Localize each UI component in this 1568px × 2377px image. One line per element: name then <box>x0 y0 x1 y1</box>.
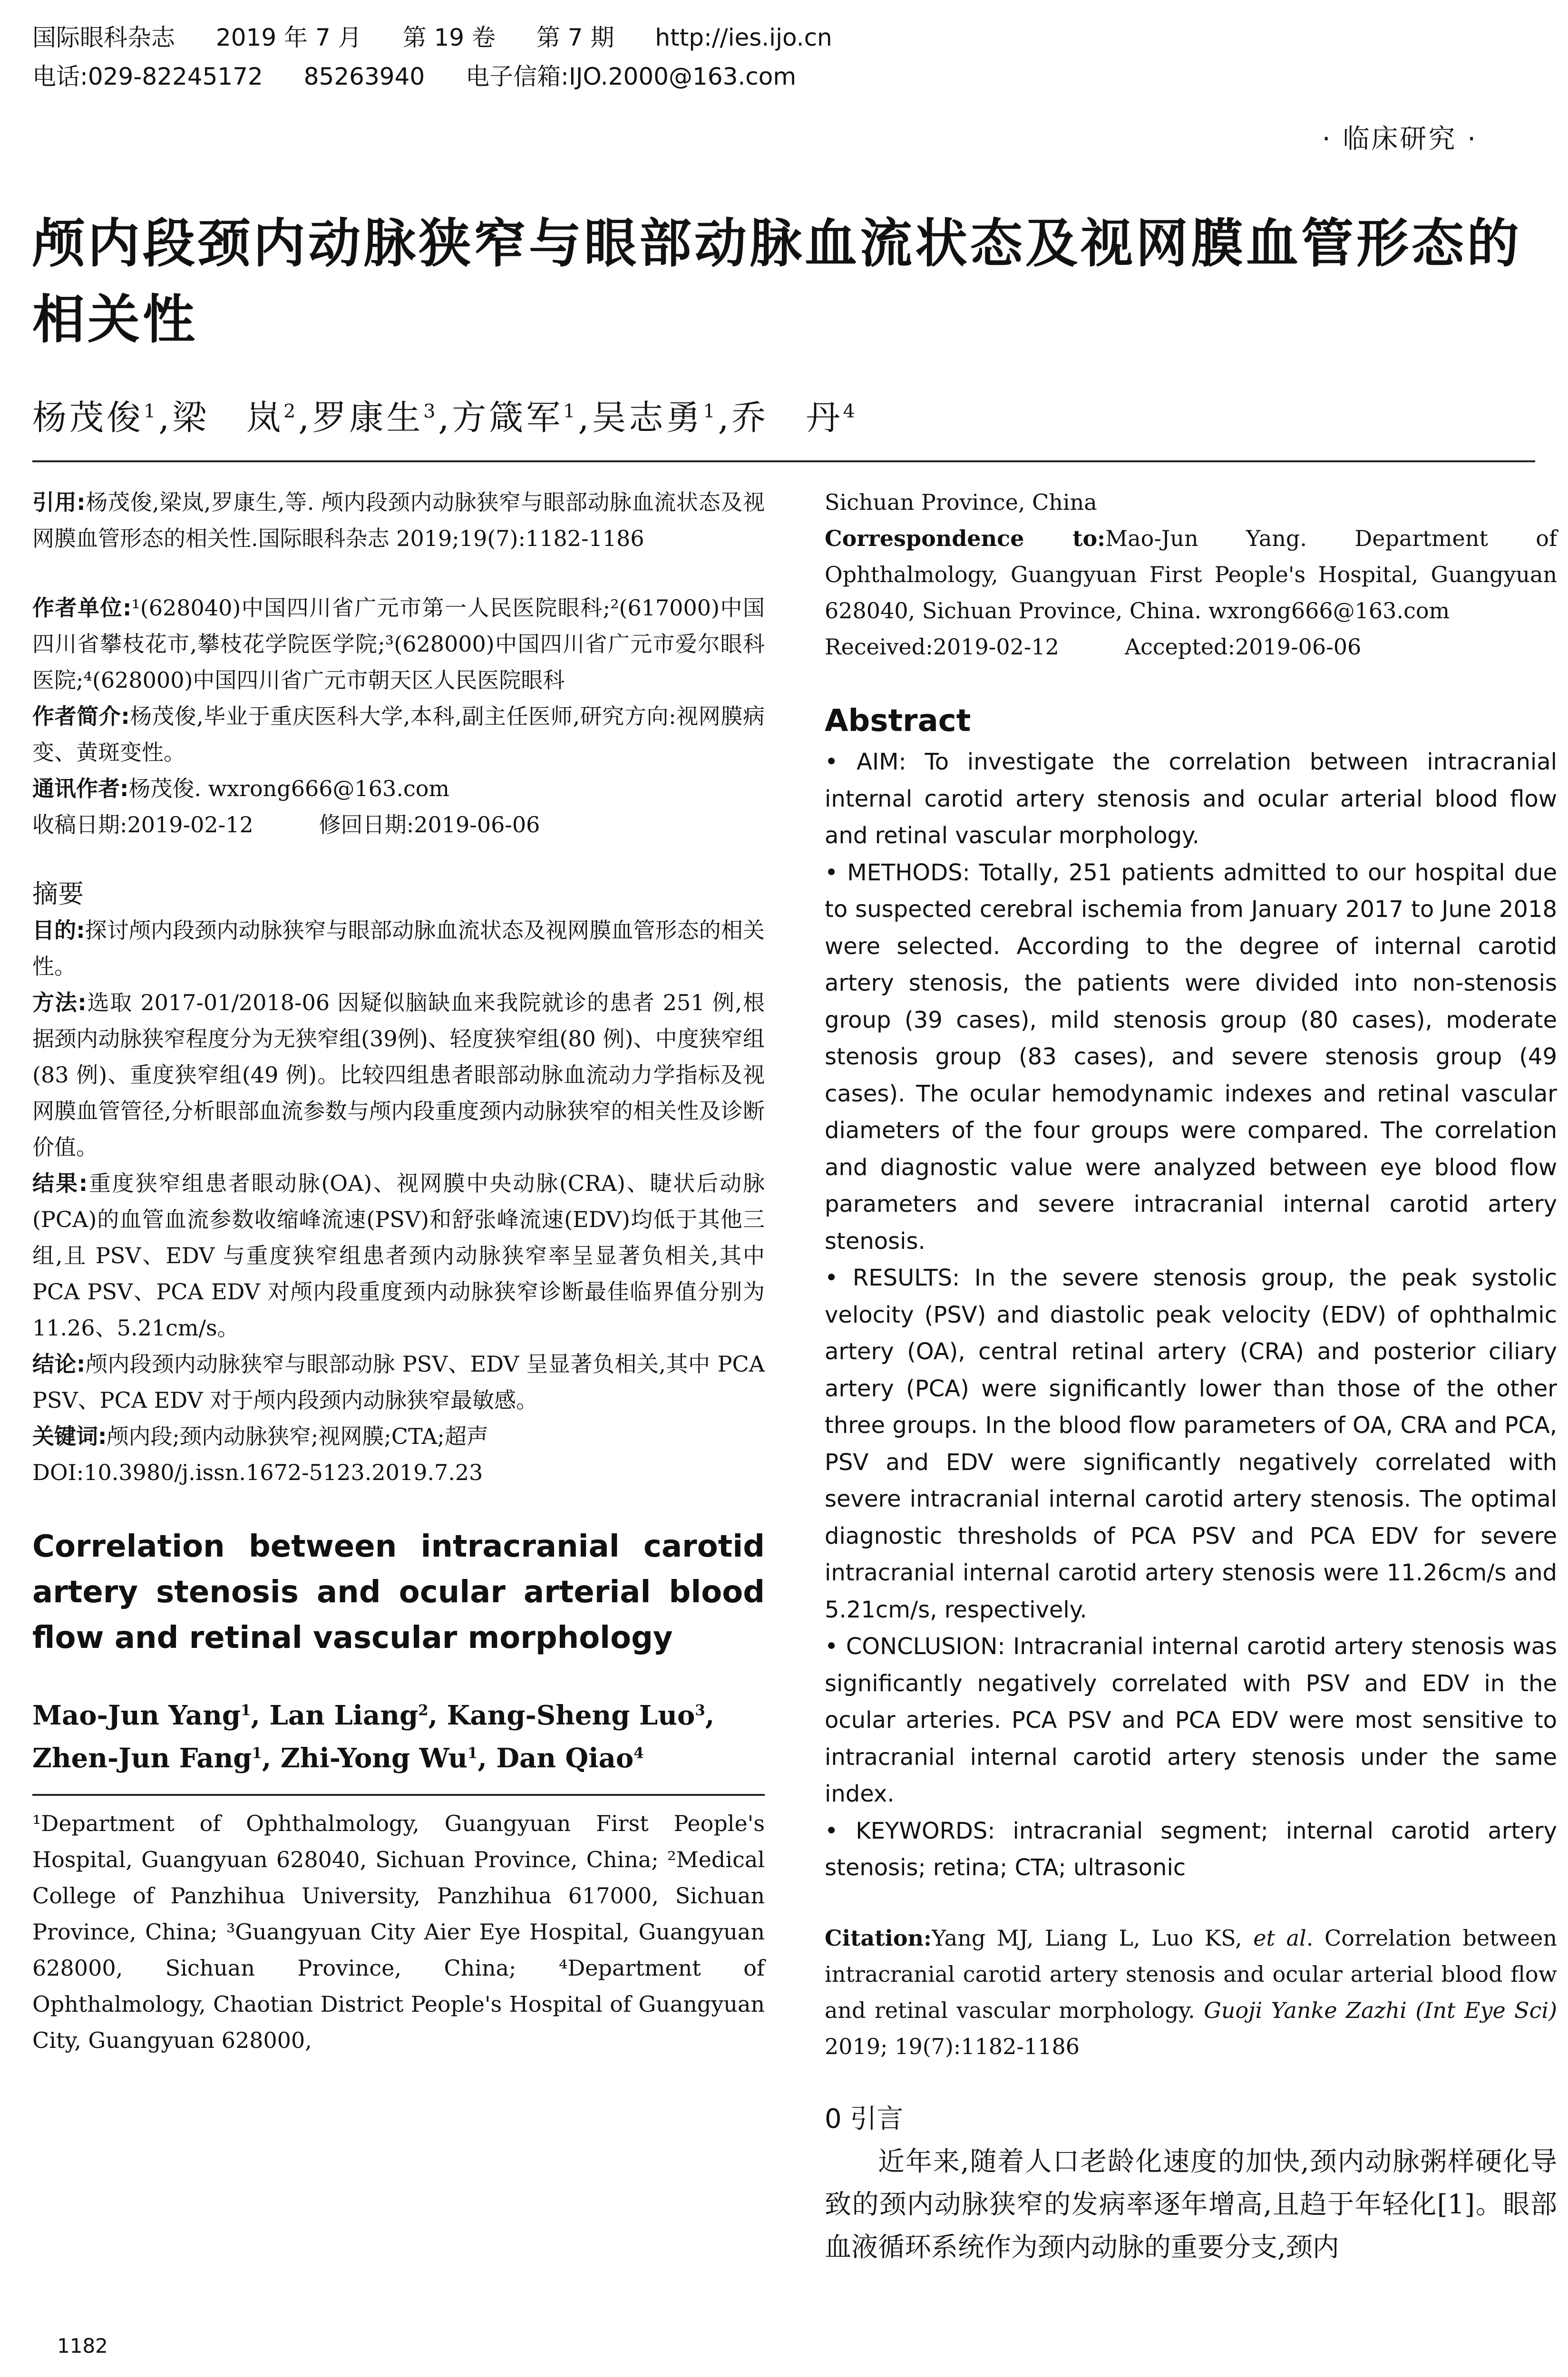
author-name-en: Lan Liang <box>269 1700 419 1731</box>
issue-date: 2019 年 7 月 <box>215 24 362 51</box>
bio-label: 作者简介: <box>32 703 130 729</box>
correspondence-label: Correspondence to: <box>825 526 1106 551</box>
corr-label: 通讯作者: <box>32 776 129 801</box>
left-column <box>32 484 765 2058</box>
author-affil-sup: 3 <box>423 400 438 422</box>
abstract-keywords-en: • KEYWORDS: intracranial segment; internal carotid artery stenosis; retina; CTA; ultrasonic <box>825 1817 1557 1881</box>
kw-text: 颅内段;颈内动脉狭窄;视网膜;CTA;超声 <box>107 1423 488 1449</box>
author-affil-sup: 1 <box>252 1744 262 1762</box>
author-name-en: Kang-Sheng Luo <box>447 1700 695 1731</box>
author-name: 乔 丹 <box>731 398 843 438</box>
citation-text: 杨茂俊,梁岚,罗康生,等. 颅内段颈内动脉狭窄与眼部动脉血流状态及视网膜血管形态的相关性.国际眼科杂志 2019;19(7):1182-1186 <box>32 489 765 551</box>
journal-name: 国际眼科杂志 <box>32 24 175 51</box>
affiliations-cn <box>32 590 765 698</box>
abstract-aim-en: • AIM: To investigate the correlation between intracranial internal carotid artery stenosis and ocular arterial blood flow and retinal vascular morphology. <box>825 749 1557 849</box>
citation-label: 引用: <box>32 489 86 515</box>
phone-2: 85263940 <box>303 63 425 90</box>
citation-en-text-a: Yang MJ, Liang L, Luo KS, <box>931 1925 1254 1951</box>
citation-cn <box>32 484 765 556</box>
authors-cn: 杨茂俊$^1$,梁 岚$^2$,罗康生$^3$,方箴军$^1$,吴志勇$^1$,乔 丹$^4$ <box>32 398 858 438</box>
abstract-method-cn <box>32 984 765 1165</box>
method-text: 选取 2017-01/2018-06 因疑似脑缺血来我院就诊的患者 251 例,根据颈内动脉狭窄程度分为无狭窄组(39例)、轻度狭窄组(80 例)、中度狭窄组(83 例)、重度狭窄组(49 例)。比较四组患者眼部动脉血流动力学指标及视网膜血管管径,分析眼部血流参数与颅内段重度颈内动脉狭窄的相关性及诊断价值。 <box>32 990 765 1160</box>
abstract-results-en: • RESULTS: In the severe stenosis group, the peak systolic velocity (PSV) and diastolic peak velocity (EDV) of ophthalmic artery (OA), central retinal artery (CRA) and posterior ciliary artery (PCA) were significantly lower than those of the other three groups. In the blood flow parameters of OA, CRA and PCA, PSV and EDV were significantly negatively correlated with severe intracranial internal carotid artery stenosis. The optimal diagnostic thresholds of PCA PSV and PCA EDV for severe intracranial internal carotid artery stenosis were 11.26cm/s and 5.21cm/s, respectively. <box>825 1265 1557 1623</box>
correspondence-text: Mao-Jun Yang. Department of Ophthalmology, Guangyuan First People's Hospital, Guangyuan 628040, Sichuan Province, China. wxrong666@163.com <box>825 526 1558 623</box>
author-affil-sup: 1 <box>563 400 578 422</box>
dates-en <box>825 629 1557 665</box>
author-name-en: Mao-Jun Yang <box>32 1700 241 1731</box>
intro-paragraph: 近年来,随着人口老龄化速度的加快,颈内动脉粥样硬化导致的颈内动脉狭窄的发病率逐年增高,且趋于年轻化[1]。眼部血液循环系统作为颈内动脉的重要分支,颈内 <box>825 2146 1557 2263</box>
right-column <box>825 484 1557 2269</box>
authors-en: Mao-Jun Yang$^1$, Lan Liang$^2$, Kang-Sheng Luo$^3$, Zhen-Jun Fang$^1$, Zhi-Yong Wu$^1$, Dan Qiao$^4$ <box>32 1700 715 1774</box>
article-title-cn: 颅内段颈内动脉狭窄与眼部动脉血流状态及视网膜血管形态的相关性 <box>32 213 1522 350</box>
author-affil-sup: 1 <box>467 1744 478 1762</box>
author-name-en: Zhi-Yong Wu <box>280 1743 468 1774</box>
abstract-aim-cn <box>32 912 765 984</box>
corresponding-author <box>32 770 765 807</box>
author-name: 方箴军 <box>452 398 564 438</box>
aim-label: 目的: <box>32 917 85 943</box>
abstract-conclusion-cn <box>32 1346 765 1418</box>
received-date: Received:2019-02-12 <box>825 634 1059 660</box>
page-number: 1182 <box>57 2334 108 2358</box>
email[interactable]: 电子信箱:IJO.2000@163.com <box>466 63 797 90</box>
author-affil-sup: 4 <box>633 1744 644 1762</box>
result-text: 重度狭窄组患者眼动脉(OA)、视网膜中央动脉(CRA)、睫状后动脉(PCA)的血管血流参数收缩峰流速(PSV)和舒张峰流速(EDV)均低于其他三组,且 PSV、EDV 与重度狭窄组患者颈内动脉狭窄率呈显著负相关,其中 PCA PSV、PCA EDV 对颅内段重度颈内动脉狭窄诊断最佳临界值分别为 11.26、5.21cm/s。 <box>32 1170 765 1341</box>
issue-number: 第 7 期 <box>536 24 614 51</box>
author-name-en: Zhen-Jun Fang <box>32 1743 252 1774</box>
abstract-result-cn <box>32 1165 765 1346</box>
keywords-cn <box>32 1418 765 1454</box>
method-label: 方法: <box>32 990 87 1015</box>
result-label: 结果: <box>32 1170 88 1196</box>
author-affil-sup: 2 <box>283 400 299 422</box>
abstract-heading-en: Abstract <box>825 703 971 739</box>
concl-text: 颅内段颈内动脉狭窄与眼部动脉 PSV、EDV 呈显著负相关,其中 PCA PSV、PCA EDV 对于颅内段颈内动脉狭窄最敏感。 <box>32 1351 765 1413</box>
author-name: 杨茂俊 <box>32 398 144 438</box>
abstract-conclusion-en: • CONCLUSION: Intracranial internal carotid artery stenosis was significantly negatively correlated with PSV and EDV in the ocular arteries. PCA PSV and PCA EDV were most sensitive to intracranial internal carotid artery stenosis under the same index. <box>825 1633 1557 1807</box>
author-bio <box>32 698 765 770</box>
author-affil-sup: 4 <box>843 400 858 422</box>
accepted-date: Accepted:2019-06-06 <box>1124 634 1362 660</box>
corr-text: 杨茂俊. wxrong666@163.com <box>128 776 450 801</box>
abstract-heading-cn: 摘要 <box>32 879 84 909</box>
affil-en-continued: Sichuan Province, China <box>825 489 1097 515</box>
aim-text: 探讨颅内段颈内动脉狭窄与眼部动脉血流状态及视网膜血管形态的相关性。 <box>32 917 765 979</box>
authors-rule <box>32 1794 765 1796</box>
concl-label: 结论: <box>32 1351 86 1377</box>
affil-label: 作者单位: <box>32 595 132 621</box>
citation-en-journal: Guoji Yanke Zazhi (Int Eye Sci) <box>1204 1997 1557 2023</box>
author-name: 罗康生 <box>312 398 424 438</box>
volume: 第 19 卷 <box>402 24 496 51</box>
citation-en-label: Citation: <box>825 1925 932 1951</box>
intro-heading: 0 引言 <box>825 2103 904 2134</box>
citation-en-text-b: . Correlation between intracranial carotid artery stenosis and ocular arterial blood flow and retinal vascular morphology. <box>825 1925 1558 2023</box>
bio-text: 杨茂俊,毕业于重庆医科大学,本科,副主任医师,研究方向:视网膜病变、黄斑变性。 <box>32 703 765 765</box>
phone: 电话:029-82245172 <box>32 63 263 90</box>
citation-en-text-c: 2019; 19(7):1182-1186 <box>825 2033 1080 2059</box>
author-affil-sup: 2 <box>418 1702 429 1719</box>
abstract-methods-en: • METHODS: Totally, 251 patients admitted to our hospital due to suspected cerebral ischemia from January 2017 to June 2018 were selected. According to the degree of internal carotid artery stenosis, the patients were divided into non-stenosis group (39 cases), mild stenosis group (80 cases), moderate stenosis group (83 cases), and severe stenosis group (49 cases). The ocular hemodynamic indexes and retinal vascular diameters of the four groups were compared. The correlation and diagnostic value were analyzed between eye blood flow parameters and severe intracranial internal carotid artery stenosis. <box>825 859 1557 1255</box>
title-rule <box>32 460 1535 462</box>
journal-url[interactable]: http://ies.ijo.cn <box>655 24 832 51</box>
author-name: 吴志勇 <box>592 398 703 438</box>
journal-header <box>32 18 1535 96</box>
author-affil-sup: 1 <box>703 400 718 422</box>
section-tag: · 临床研究 · <box>1322 124 1478 155</box>
dates-cn: 收稿日期:2019-02-12 修回日期:2019-06-06 <box>32 812 540 838</box>
author-name: 梁 岚 <box>172 398 284 438</box>
affiliations-en: ¹Department of Ophthalmology, Guangyuan First People's Hospital, Guangyuan 628040, Sichuan Province, China; ²Medical College of Panzhihua University, Panzhihua 617000, Sichuan Province, China; ³Guangyuan City Aier Eye Hospital, Guangyuan 628000, Sichuan Province, China; ⁴Department of Ophthalmology, Chaotian District People's Hospital of Guangyuan City, Guangyuan 628000, <box>32 1811 765 2053</box>
header-line-2 <box>32 57 1535 96</box>
affil-text: ¹(628040)中国四川省广元市第一人民医院眼科;²(617000)中国四川省攀枝花市,攀枝花学院医学院;³(628000)中国四川省广元市爱尔眼科医院;⁴(628000)中国四川省广元市朝天区人民医院眼科 <box>32 595 765 693</box>
article-title-en: Correlation between intracranial carotid artery stenosis and ocular arterial blood flow and retinal vascular morphology <box>32 1529 765 1656</box>
header-line-1 <box>32 18 1535 57</box>
author-affil-sup: 3 <box>695 1702 705 1719</box>
doi[interactable]: DOI:10.3980/j.issn.1672-5123.2019.7.23 <box>32 1460 483 1485</box>
author-affil-sup: 1 <box>144 400 159 422</box>
kw-label: 关键词: <box>32 1423 107 1449</box>
citation-en <box>825 1920 1557 2065</box>
citation-en-etal: et al <box>1253 1925 1306 1951</box>
correspondence-en <box>825 520 1557 629</box>
author-affil-sup: 1 <box>241 1702 251 1719</box>
author-name-en: Dan Qiao <box>496 1743 634 1774</box>
